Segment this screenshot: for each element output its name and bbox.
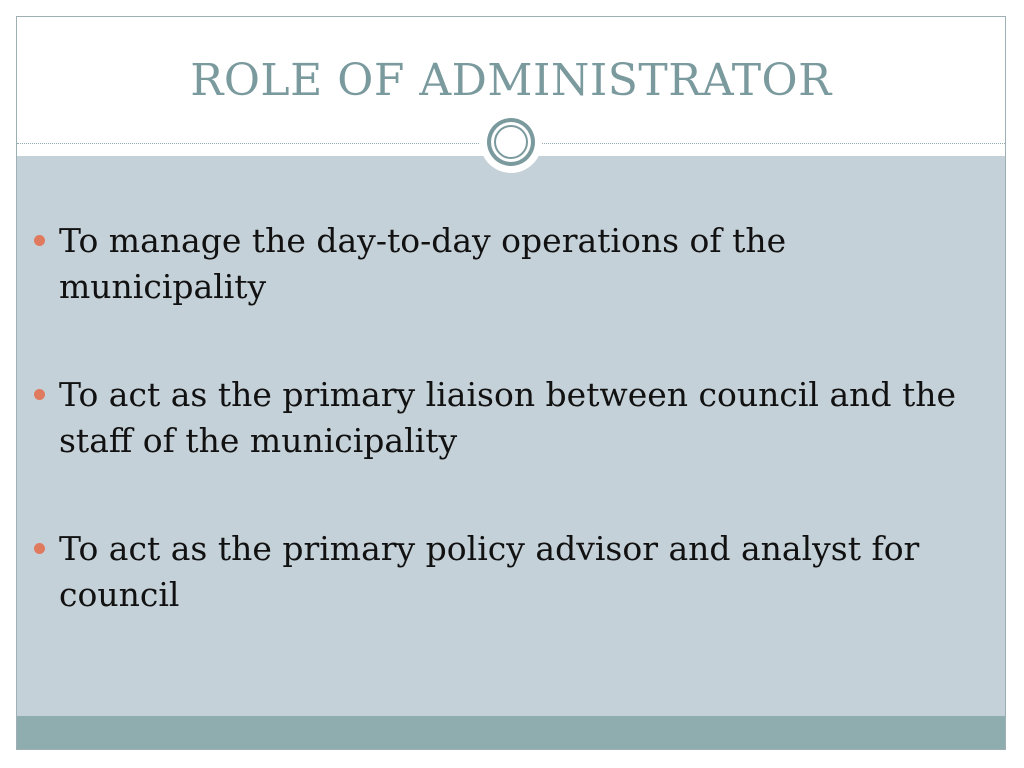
bullet-item bbox=[34, 218, 964, 310]
bullet-item bbox=[34, 526, 964, 618]
filled-circle-bullet-icon bbox=[34, 235, 45, 246]
filled-circle-bullet-icon bbox=[34, 389, 45, 400]
double-ring-circle-icon bbox=[480, 111, 542, 173]
bullet-list bbox=[34, 218, 964, 680]
bullet-item bbox=[34, 372, 964, 464]
bullet-text: To act as the primary policy advisor and analyst for council bbox=[59, 529, 920, 614]
slide-title: ROLE OF ADMINISTRATOR bbox=[190, 55, 832, 106]
footer-bar bbox=[17, 716, 1005, 750]
bullet-text: To manage the day-to-day operations of the municipality bbox=[59, 221, 787, 306]
filled-circle-bullet-icon bbox=[34, 543, 45, 554]
bullet-text: To act as the primary liaison between council and the staff of the municipality bbox=[59, 375, 957, 460]
